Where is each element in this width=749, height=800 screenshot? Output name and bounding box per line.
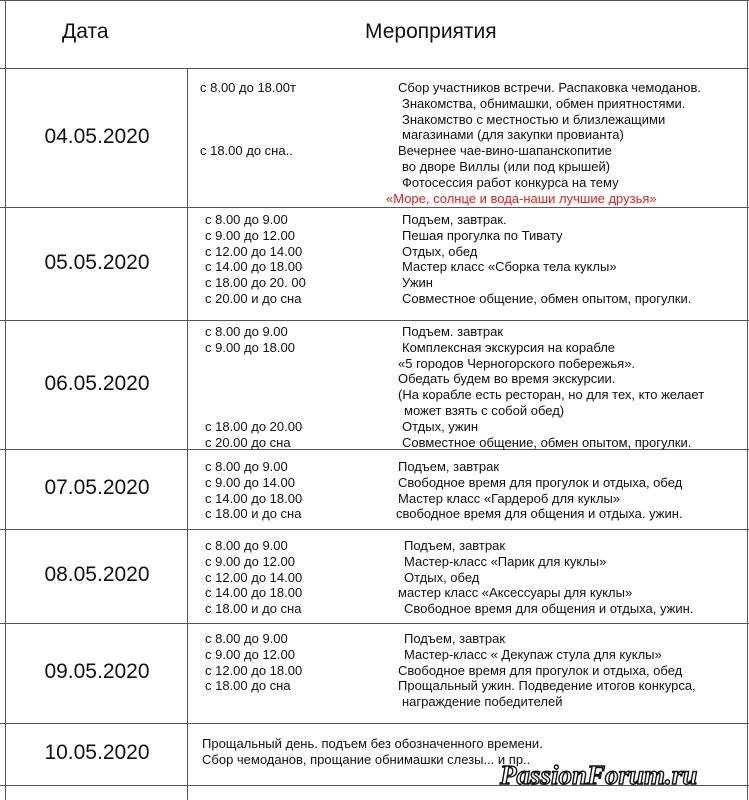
activity-text: Совместное общение, обмен опытом, прогулки. [402, 290, 692, 306]
activity-text: Подъем, завтрак. [402, 212, 507, 227]
activity-text: Подъем, завтрак [404, 631, 506, 646]
header-events: Мероприятия [365, 20, 497, 43]
time-slot: с 9.00 до 12.00 [205, 646, 295, 662]
row-date: 04.05.2020 [44, 124, 150, 148]
activity-text: магазинами (для закупки провианта) [402, 127, 624, 143]
time-slot: с 18.00 до 20. 00 [205, 275, 306, 291]
time-slot: с 18.00 до 20.00 [205, 418, 303, 434]
activity-text: Мастер класс «Сборка тела куклы» [402, 259, 617, 275]
table-row [0, 207, 749, 320]
activity-text: Мастер класс «Гардероб для куклы» [398, 490, 621, 506]
row-date: 06.05.2020 [44, 371, 150, 395]
time-slot [205, 694, 302, 710]
header-date: Дата [62, 20, 109, 43]
row-date: 10.05.2020 [44, 741, 150, 764]
activity-text: Отдых, обед [402, 243, 478, 259]
time-slot [200, 112, 296, 128]
table-row [0, 529, 749, 623]
time-slot [205, 387, 302, 403]
row-date: 08.05.2020 [44, 563, 150, 586]
activity-text: Пешая прогулка по Тивату [402, 227, 563, 243]
time-slot [200, 96, 296, 112]
time-slot: с 8.00 до 9.00 [205, 631, 288, 646]
time-slot: с 18.00 и до сна [205, 506, 302, 522]
time-slot: с 18.00 до сна [205, 678, 291, 694]
time-slot: с 14.00 до 18.00 [205, 259, 303, 275]
time-slot: с 14.00 до 18.00 [205, 585, 303, 601]
activity-text: свободное время для общения и отдыха. ужин. [396, 506, 683, 522]
activity-text: Сбор участников встречи. Распаковка чемоданов. [398, 80, 702, 95]
row-date: 05.05.2020 [44, 250, 150, 274]
time-slot: с 9.00 до 12.00 [205, 227, 295, 243]
activity-text: Подъем, завтрак [398, 459, 500, 474]
activity-text: Мастер-класс «Парик для куклы» [404, 553, 607, 569]
activity-text: Свободное время для прогулок и отдыха, обед [398, 474, 683, 490]
row-date: 09.05.2020 [44, 660, 150, 683]
activity-text: Совместное общение, обмен опытом, прогулки. [402, 434, 692, 450]
activity-text: может взять с собой обед) [404, 402, 565, 418]
time-slot [200, 127, 296, 143]
time-slot: с 20.00 до сна [205, 434, 291, 450]
activity-text: награждение победителей [402, 694, 563, 710]
activity-text: мастер класс «Аксессуары для куклы» [398, 585, 633, 601]
activity-text: Ужин [402, 275, 433, 291]
time-slot: с 8.00 до 9.00 [205, 459, 288, 474]
time-slot: с 8.00 до 9.00 [205, 324, 288, 339]
activity-text: Подъем. завтрак [402, 324, 504, 339]
table-row [0, 320, 749, 449]
time-slot: с 12.00 до 14.00 [205, 243, 303, 259]
activity-text: Отдых, ужин [402, 418, 479, 434]
activity-text: Вечернее чае-вино-шапанскопитие [398, 143, 612, 159]
time-slot [205, 356, 302, 372]
activity-text: Подъем, завтрак [404, 538, 506, 553]
table-row [0, 623, 749, 723]
activity-text: Знакомства, обнимашки, обмен приятностями. [402, 95, 686, 111]
time-slot [205, 403, 302, 419]
activity-text: Фотосессия работ конкурса на тему [402, 174, 619, 190]
activity-text: «Море, солнце и вода-наши лучшие друзья» [386, 190, 657, 206]
time-slot: с 9.00 до 14.00 [205, 474, 295, 490]
time-slot: с 9.00 до 18.00 [205, 339, 295, 355]
time-slot [205, 371, 302, 387]
time-slot: с 12.00 до 18.00 [205, 662, 303, 678]
time-slot: с 8.00 до 18.00т [200, 80, 296, 95]
activity-text: во дворе Виллы (или под крышей) [402, 158, 611, 174]
activity-text: (На корабле есть ресторан, но для тех, кто желает [398, 387, 705, 403]
activity-text: Знакомство с местностью и близлежащими [402, 111, 666, 127]
event-text: Сбор чемоданов, прощание обнимашки слезы... и пр.. [202, 752, 531, 767]
activity-text: Обедать будем во время экскурсии. [398, 371, 616, 387]
watermark-logo: PassionForum.ru [500, 760, 698, 790]
time-slot: с 14.00 до 18.00 [205, 490, 303, 506]
activity-text: Свободное время для общения и отдыха, ужин. [404, 601, 694, 617]
time-slot: с 8.00 до 9.00 [205, 212, 288, 227]
activity-text: Комплексная экскурсия на корабле [402, 339, 616, 355]
time-slot: с 12.00 до 14.00 [205, 569, 303, 585]
divider [0, 0, 749, 1]
activity-text: «5 городов Черногорского побережья». [398, 355, 636, 371]
activity-text: Свободное время для прогулок и отдыха, обед [398, 662, 683, 678]
time-slot: с 18.00 и до сна [205, 601, 302, 617]
time-slot: с 8.00 до 9.00 [205, 538, 288, 553]
time-slot: с 18.00 до сна.. [200, 143, 293, 159]
activity-text: Мастер-класс « Декупаж стула для куклы» [404, 646, 662, 662]
time-slot: с 20.00 и до сна [205, 290, 302, 306]
activity-text: Прощальный ужин. Подведение итогов конкурса, [398, 678, 696, 694]
row-date: 07.05.2020 [44, 476, 150, 499]
event-text: Прощальный день. подъем без обозначенного времени. [202, 736, 543, 751]
time-slot: с 9.00 до 12.00 [205, 553, 295, 569]
table-row [0, 68, 749, 207]
table-row [0, 449, 749, 529]
activity-text: Отдых, обед [404, 569, 480, 585]
